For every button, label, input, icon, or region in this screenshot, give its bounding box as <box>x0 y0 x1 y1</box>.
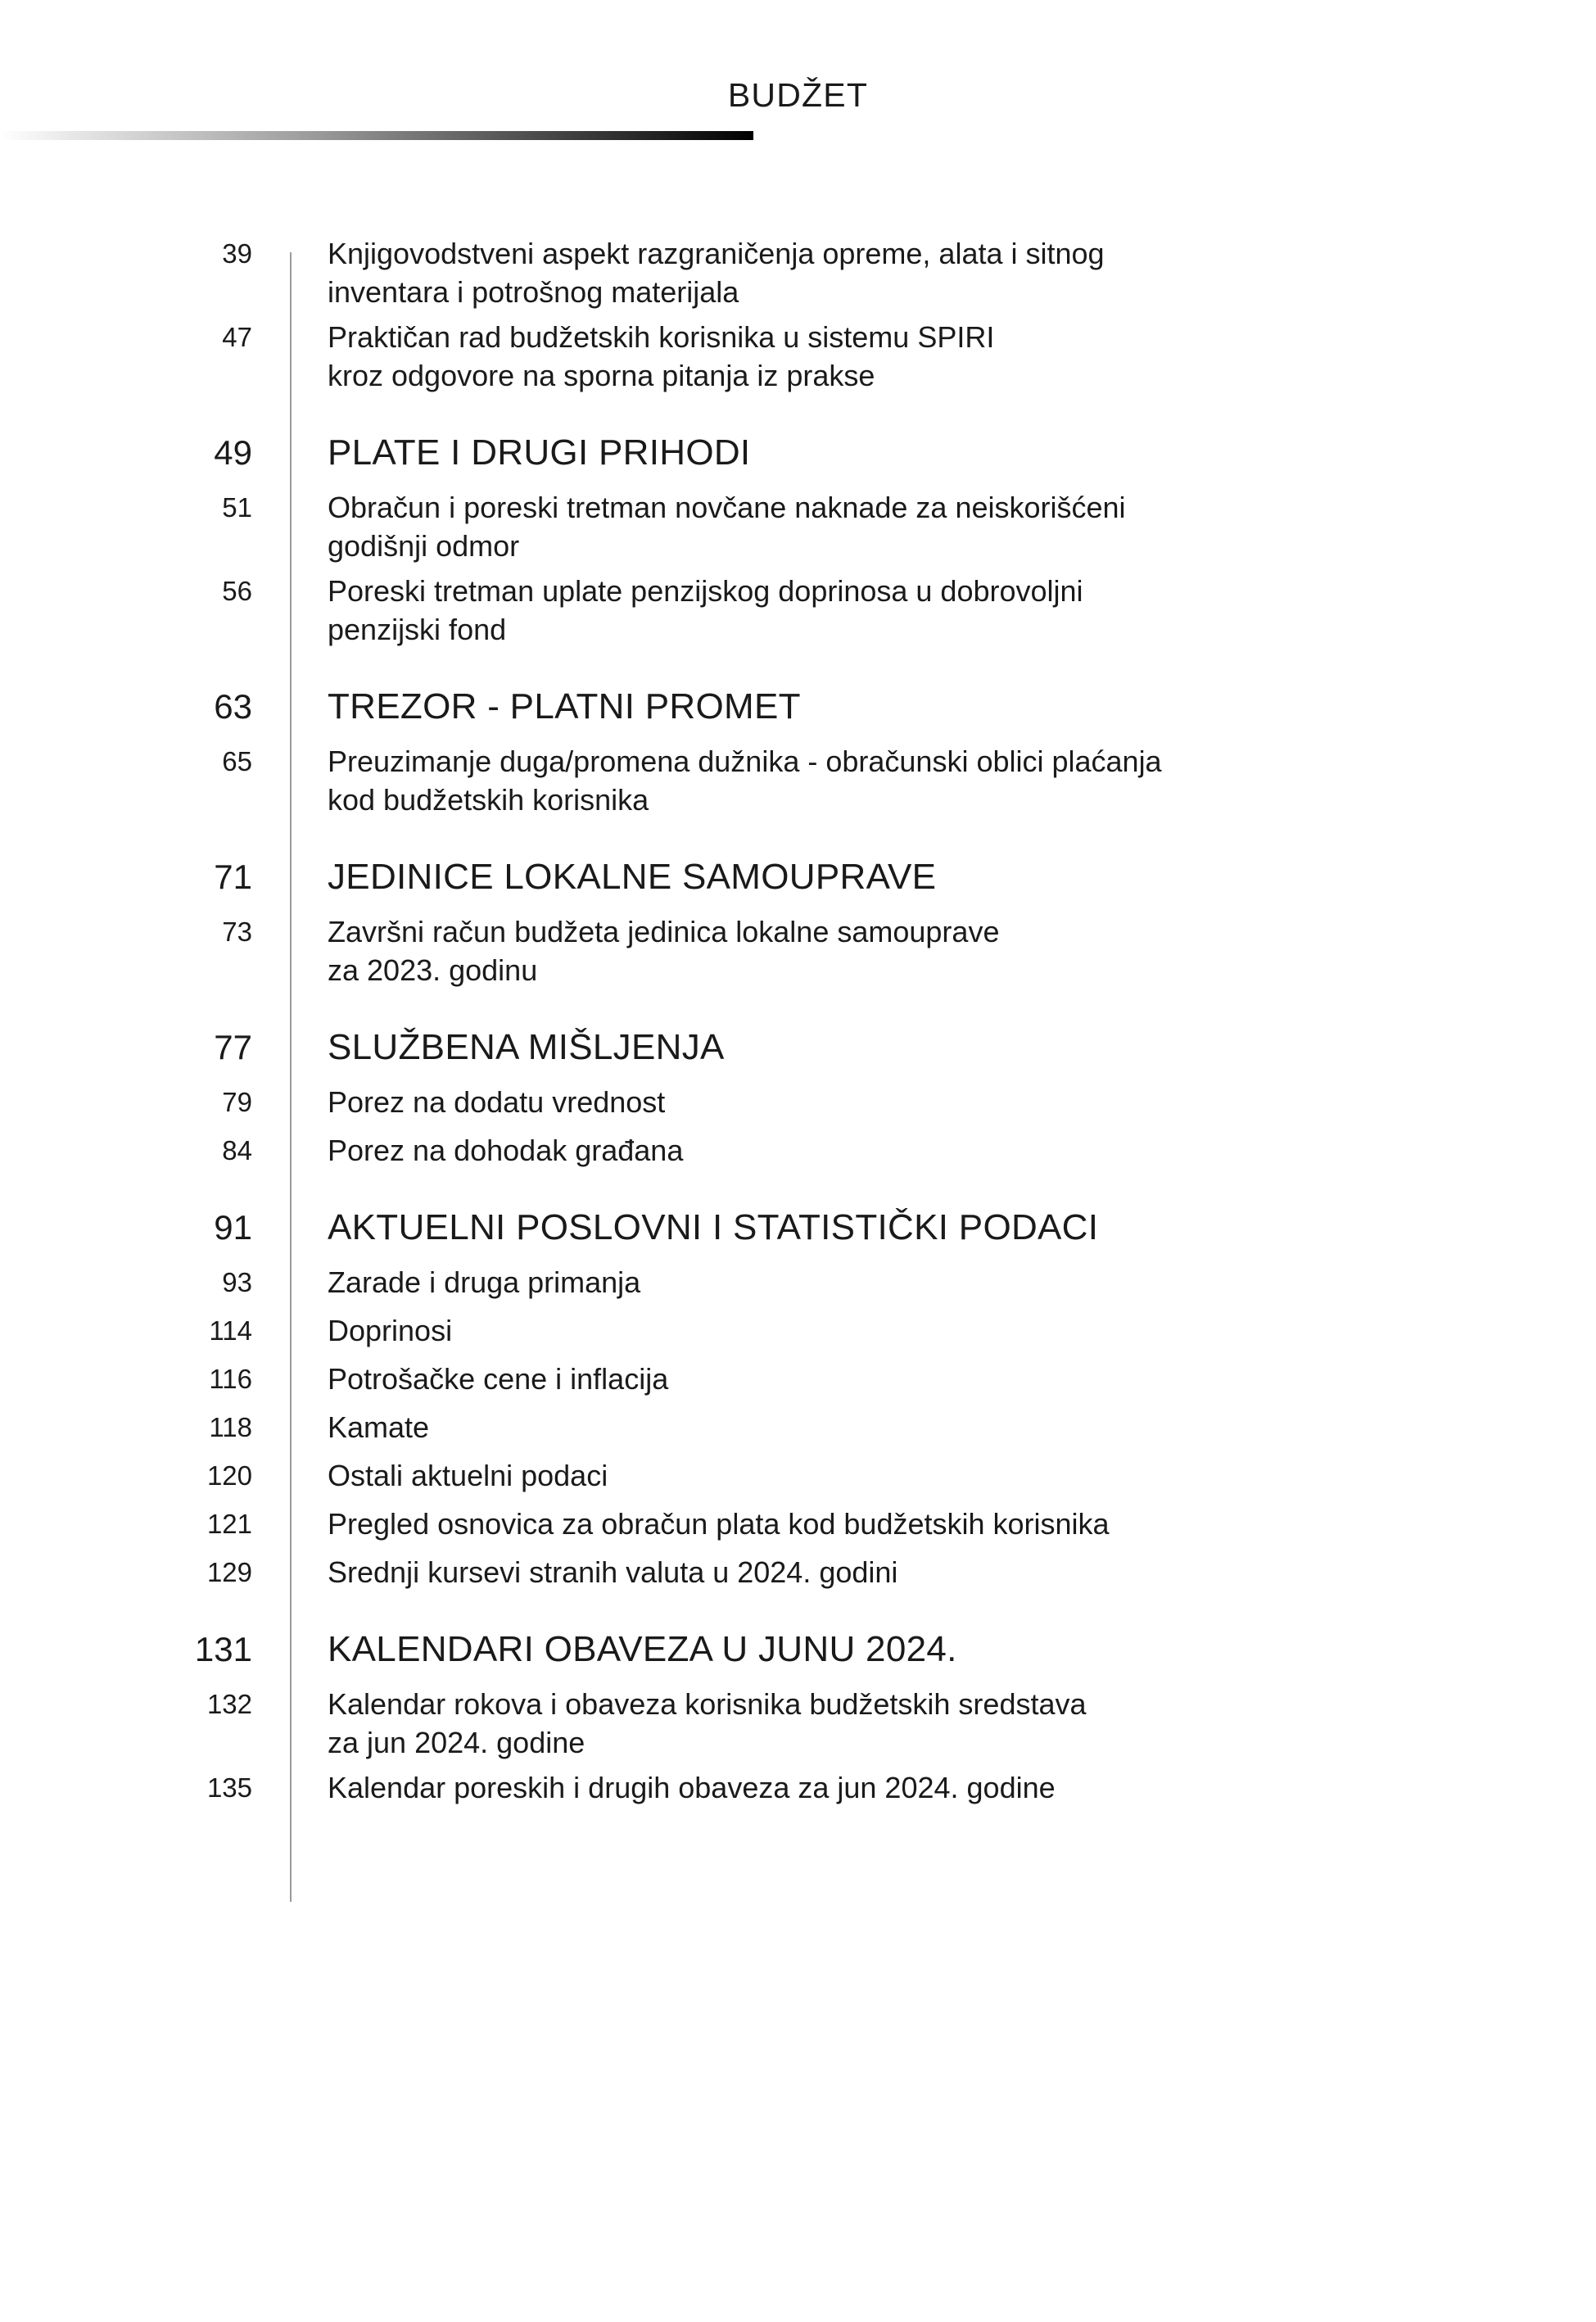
toc-title-line: Kalendar poreskih i drugih obaveza za jun 2024. godine <box>328 1771 1056 1804</box>
toc-entry-title <box>328 234 1596 311</box>
toc-entry-row[interactable] <box>0 1553 1596 1591</box>
toc-title-line: TREZOR - PLATNI PROMET <box>328 686 801 726</box>
toc-entry-row[interactable] <box>0 1505 1596 1543</box>
toc-entry-title <box>328 572 1596 649</box>
toc-page-number: 47 <box>222 322 252 352</box>
toc-page-number: 79 <box>222 1087 252 1117</box>
toc-entry-row[interactable] <box>0 1131 1596 1170</box>
toc-section-title <box>328 683 1596 731</box>
toc-title-line: penzijski fond <box>328 613 507 646</box>
toc-spacer <box>0 1301 1596 1311</box>
toc-title-line: JEDINICE LOKALNE SAMOUPRAVE <box>328 857 937 897</box>
toc-spacer <box>0 649 1596 683</box>
toc-section-title <box>328 1024 1596 1071</box>
toc-title-line: KALENDARI OBAVEZA U JUNU 2024. <box>328 1629 957 1669</box>
toc-title-line: Kamate <box>328 1410 430 1444</box>
toc-entry-row[interactable] <box>0 1768 1596 1807</box>
toc-page-number: 56 <box>222 576 252 606</box>
toc-page-number: 132 <box>206 1689 252 1719</box>
toc-page-number: 114 <box>209 1315 252 1346</box>
toc-entry-row[interactable] <box>0 488 1596 565</box>
toc-title-line: AKTUELNI POSLOVNI I STATISTIČKI PODACI <box>328 1207 1099 1247</box>
toc-entry-title <box>328 1311 1596 1350</box>
toc-page-number: 116 <box>209 1364 252 1394</box>
toc-page-number: 73 <box>222 917 252 947</box>
toc-section-row[interactable] <box>0 853 1596 901</box>
toc-entry-title <box>328 912 1596 989</box>
toc-title-line: Zarade i druga primanja <box>328 1265 641 1299</box>
toc-entry-title <box>328 1505 1596 1543</box>
toc-entry-title <box>328 318 1596 395</box>
toc-page-number: 93 <box>222 1267 252 1297</box>
toc-title-line: PLATE I DRUGI PRIHODI <box>328 432 751 473</box>
toc-entry-title <box>328 742 1596 819</box>
toc-title-line: Knjigovodstveni aspekt razgraničenja opreme, alata i sitnog <box>328 237 1105 270</box>
running-header <box>0 76 1596 114</box>
toc-spacer <box>0 565 1596 572</box>
toc-title-line: godišnji odmor <box>328 529 520 563</box>
toc-title-line: inventara i potrošnog materijala <box>328 275 739 309</box>
toc-spacer <box>0 1446 1596 1456</box>
toc-title-line: Poreski tretman uplate penzijskog doprinosa u dobrovoljni <box>328 574 1083 608</box>
toc-page-number: 118 <box>209 1412 252 1442</box>
toc-entry-title <box>328 1263 1596 1301</box>
toc-entry-row[interactable] <box>0 912 1596 989</box>
toc-entry-row[interactable] <box>0 1083 1596 1121</box>
toc-row-list <box>0 234 1596 1807</box>
toc-title-line: Obračun i poreski tretman novčane naknade za neiskorišćeni <box>328 491 1126 524</box>
toc-section-row[interactable] <box>0 1024 1596 1071</box>
toc-title-line: Potrošačke cene i inflacija <box>328 1362 669 1396</box>
toc-title-line: Preuzimanje duga/promena dužnika - obračunski oblici plaćanja <box>328 745 1162 778</box>
toc-entry-title <box>328 1360 1596 1398</box>
toc-spacer <box>0 1673 1596 1685</box>
toc-spacer <box>0 1121 1596 1131</box>
toc-spacer <box>0 1495 1596 1505</box>
toc-page-number: 65 <box>222 746 252 776</box>
toc-entry-row[interactable] <box>0 1311 1596 1350</box>
toc-entry-title <box>328 1768 1596 1807</box>
toc-entry-row[interactable] <box>0 572 1596 649</box>
toc-page-number: 51 <box>222 492 252 523</box>
toc-spacer <box>0 1762 1596 1768</box>
toc-entry-row[interactable] <box>0 742 1596 819</box>
toc-section-title <box>328 853 1596 901</box>
toc-title-line: za jun 2024. godine <box>328 1726 586 1759</box>
toc-page-number: 135 <box>206 1772 252 1803</box>
toc-spacer <box>0 311 1596 318</box>
toc-title-line: Ostali aktuelni podaci <box>328 1459 608 1492</box>
toc-entry-title <box>328 1408 1596 1446</box>
toc-spacer <box>0 1543 1596 1553</box>
toc-spacer <box>0 1350 1596 1360</box>
toc-title-line: za 2023. godinu <box>328 953 538 987</box>
toc-page-number: 120 <box>206 1460 252 1491</box>
toc-title-line: Kalendar rokova i obaveza korisnika budžetskih sredstava <box>328 1687 1087 1721</box>
toc-entry-title <box>328 488 1596 565</box>
toc-section-row[interactable] <box>0 429 1596 477</box>
toc-spacer <box>0 395 1596 429</box>
toc-title-line: Srednji kursevi stranih valuta u 2024. godini <box>328 1555 898 1589</box>
page-title: BUDŽET <box>727 76 869 114</box>
toc-entry-row[interactable] <box>0 1685 1596 1762</box>
toc-spacer <box>0 1398 1596 1408</box>
toc-page-number: 39 <box>222 238 252 269</box>
toc-entry-row[interactable] <box>0 1408 1596 1446</box>
toc-entry-title <box>328 1131 1596 1170</box>
toc-title-line: Pregled osnovica za obračun plata kod budžetskih korisnika <box>328 1507 1110 1541</box>
toc-spacer <box>0 989 1596 1024</box>
header-gradient-rule <box>0 131 753 140</box>
toc-spacer <box>0 477 1596 488</box>
toc-spacer <box>0 1071 1596 1083</box>
toc-section-title <box>328 429 1596 477</box>
toc-page-number: 63 <box>214 687 252 726</box>
toc-title-line: kroz odgovore na sporna pitanja iz prakse <box>328 359 875 392</box>
toc-title-line: kod budžetskih korisnika <box>328 783 649 817</box>
toc-page-number: 84 <box>222 1135 252 1166</box>
toc-entry-row[interactable] <box>0 318 1596 395</box>
toc-entry-row[interactable] <box>0 234 1596 311</box>
toc-page-number: 77 <box>214 1028 252 1066</box>
toc-spacer <box>0 1252 1596 1263</box>
toc-spacer <box>0 819 1596 853</box>
table-of-contents <box>0 234 1596 1807</box>
toc-title-line: SLUŽBENA MIŠLJENJA <box>328 1027 725 1067</box>
toc-title-line: Doprinosi <box>328 1314 453 1347</box>
toc-title-line: Završni račun budžeta jedinica lokalne samouprave <box>328 915 1000 948</box>
toc-entry-row[interactable] <box>0 1360 1596 1398</box>
toc-spacer <box>0 1591 1596 1626</box>
toc-title-line: Praktičan rad budžetskih korisnika u sistemu SPIRI <box>328 320 995 354</box>
toc-title-line: Porez na dodatu vrednost <box>328 1085 666 1119</box>
toc-page-number: 49 <box>214 433 252 472</box>
toc-entry-row[interactable] <box>0 1263 1596 1301</box>
toc-page-number: 121 <box>206 1509 252 1539</box>
toc-title-line: Porez na dohodak građana <box>328 1134 684 1167</box>
toc-spacer <box>0 1170 1596 1204</box>
toc-entry-title <box>328 1456 1596 1495</box>
toc-spacer <box>0 731 1596 742</box>
toc-page-number: 91 <box>214 1208 252 1247</box>
toc-section-row[interactable] <box>0 1626 1596 1673</box>
toc-entry-title <box>328 1083 1596 1121</box>
toc-spacer <box>0 901 1596 912</box>
toc-page-number: 129 <box>206 1557 252 1587</box>
toc-page-number: 131 <box>194 1630 252 1668</box>
toc-section-row[interactable] <box>0 683 1596 731</box>
toc-entry-title <box>328 1685 1596 1762</box>
toc-entry-title <box>328 1553 1596 1591</box>
toc-section-row[interactable] <box>0 1204 1596 1252</box>
toc-section-title <box>328 1204 1596 1252</box>
toc-section-title <box>328 1626 1596 1673</box>
toc-page-number: 71 <box>214 858 252 896</box>
toc-entry-row[interactable] <box>0 1456 1596 1495</box>
